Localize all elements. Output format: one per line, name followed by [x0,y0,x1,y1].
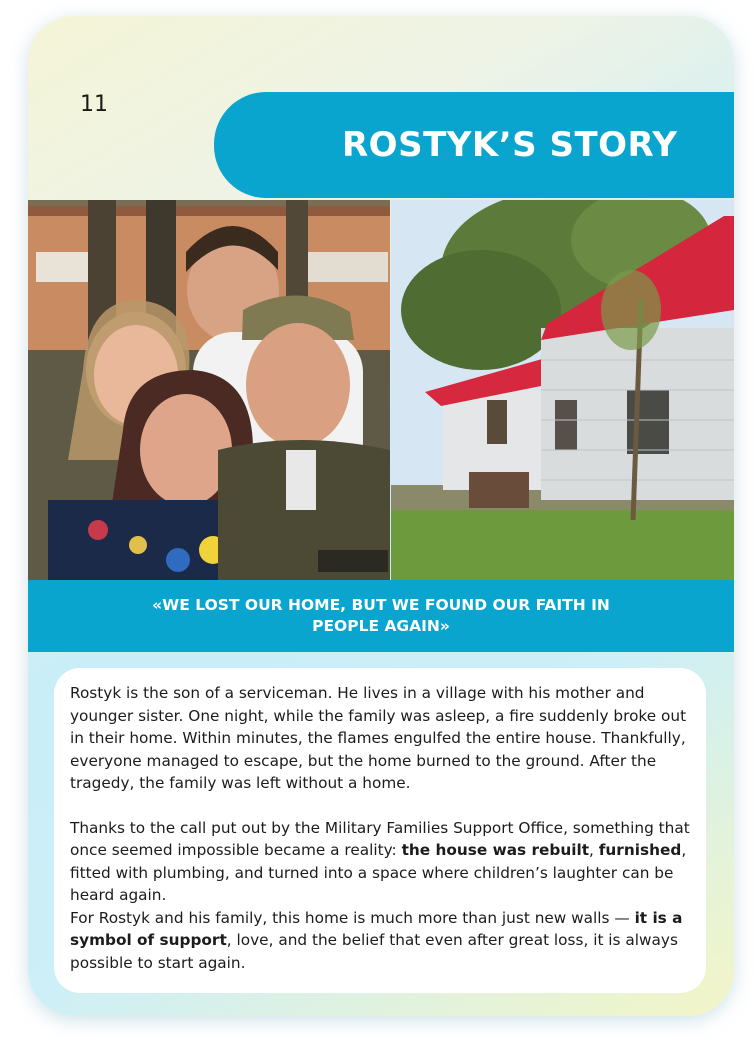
story-text-box [54,668,706,993]
story-highlight: it is a symbol of support [70,908,683,949]
story-text: , fitted with plumbing, and turned into a space where children’s laughter can be heard again. [70,841,687,904]
quote-text: «WE LOST OUR HOME, BUT WE FOUND OUR FAITH IN PEOPLE AGAIN» [152,596,610,635]
family-photo [28,200,390,580]
story-text: For Rostyk and his family, this home is much more than just new walls — [70,908,635,927]
story-text: , love, and the belief that even after great loss, it is always possible to start again. [70,931,678,972]
story-text: , [589,841,599,859]
story-highlight: furnished [598,841,682,859]
title-banner [214,92,734,198]
story-card [28,16,734,1016]
story-highlight: the house was rebuilt [401,841,590,859]
quote-banner [28,580,734,652]
family-photo-illustration [28,200,390,580]
story-paragraph-2 [70,817,690,907]
rebuilt-house-photo [391,200,734,580]
page-number: 11 [80,92,108,117]
rebuilt-house-illustration [391,200,734,580]
story-paragraph-3 [70,907,690,975]
page-title: ROSTYK’S STORY [342,125,678,165]
story-text: Thanks to the call put out by the Military Families Support Office, something that once seemed impossible became a reality: [70,818,690,859]
story-paragraph-1: Rostyk is the son of a serviceman. He lives in a village with his mother and younger sister. One night, while the family was asleep, a fire suddenly broke out in their home. Within minutes, the flames engulfed the entire house. Thankfully, everyone managed to escape, but the home burned to the ground. After the tragedy, the family was left without a home. [70,684,687,792]
